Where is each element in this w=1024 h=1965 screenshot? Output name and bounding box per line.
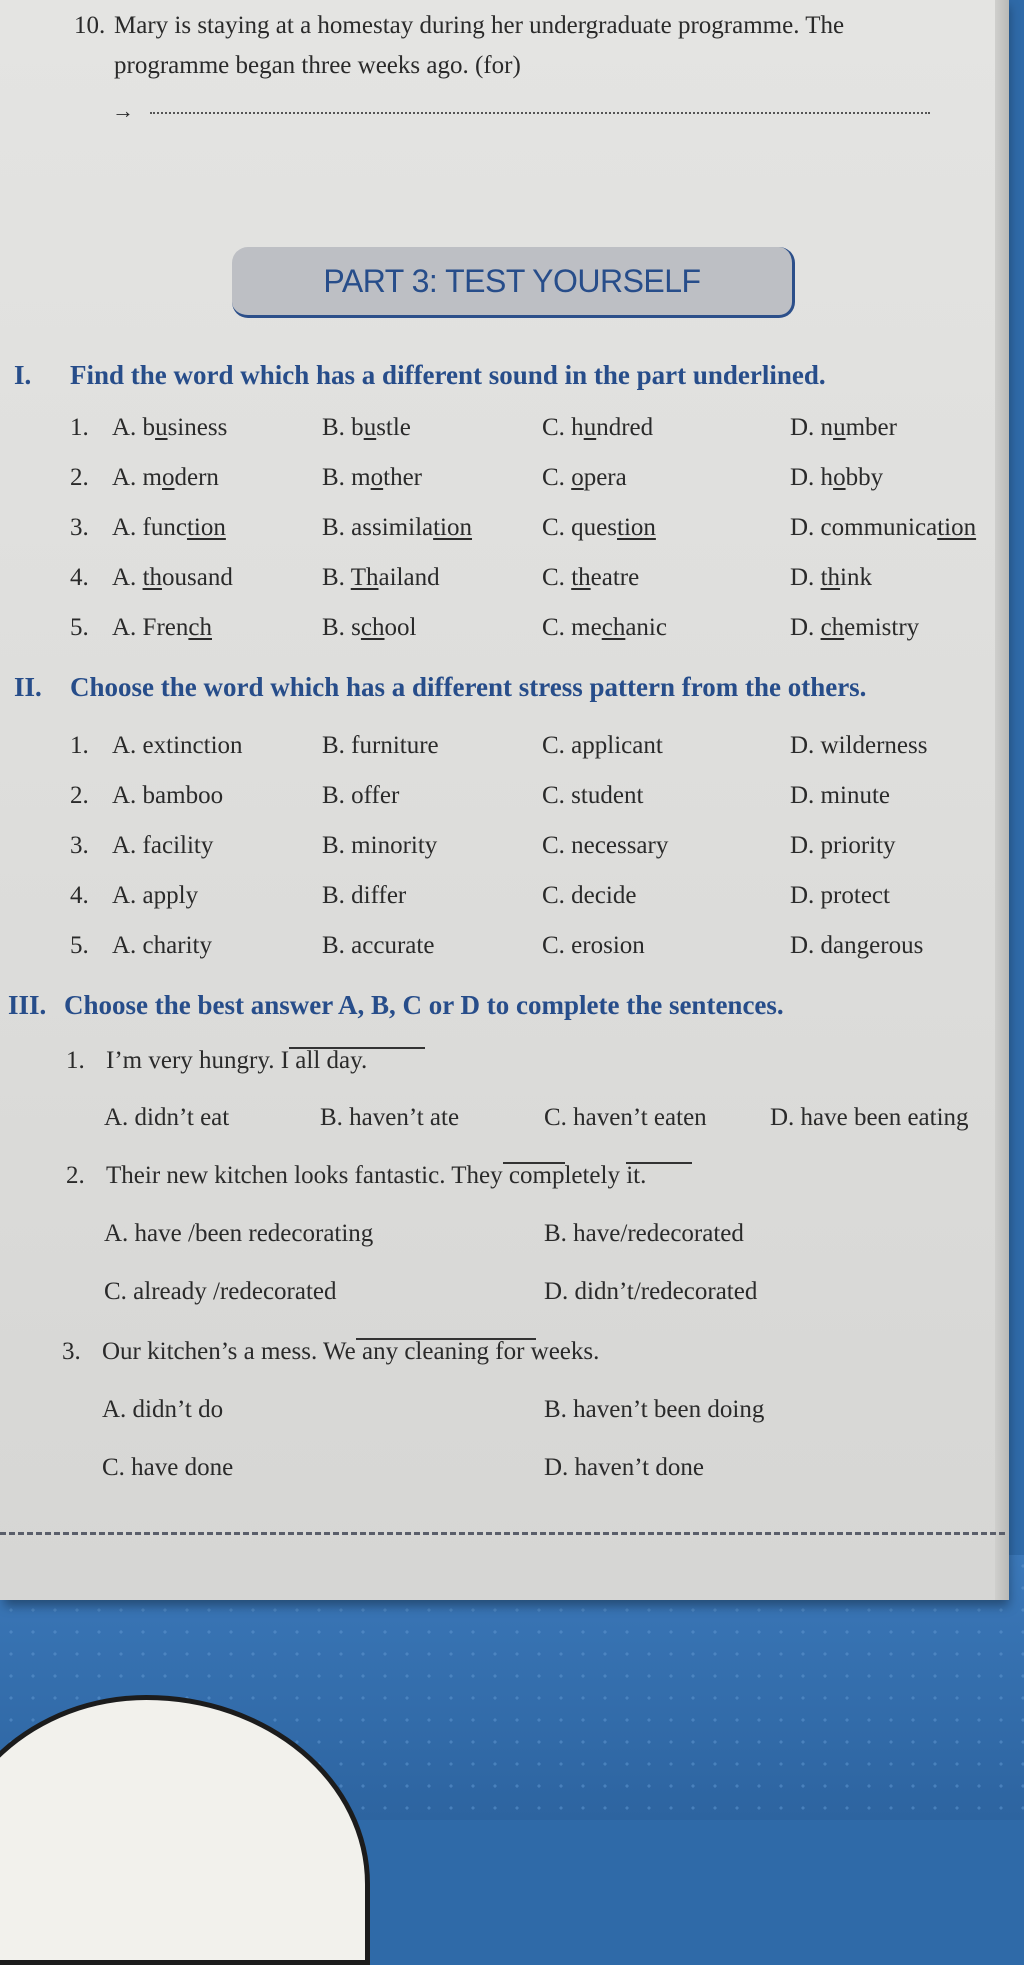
option-d[interactable]: D. haven’t done [544,1454,704,1481]
option-text: anic [625,614,667,641]
option-a[interactable] [112,414,227,442]
option-text: bby [845,464,884,491]
option-c[interactable]: C. erosion [542,932,645,959]
option-text: C. ques [542,514,617,541]
option-a[interactable]: A. extinction [112,732,243,759]
underlined-part: u [363,414,377,441]
option-text: ousand [162,564,233,591]
underlined-part: th [571,564,591,591]
option-d[interactable]: D. minute [790,782,890,809]
question-stem: I’m very hungry. I [106,1047,290,1074]
option-b[interactable] [322,514,472,542]
option-b[interactable]: B. haven’t ate [320,1104,460,1131]
option-a[interactable]: A. didn’t do [102,1396,224,1423]
question-stem-middle: completely [508,1162,620,1189]
underlined-part: th [820,564,841,591]
option-a[interactable] [112,614,212,642]
option-text: ink [840,564,872,591]
option-d[interactable]: D. wilderness [790,732,928,759]
underlined-part: u [833,414,846,441]
section-numeral: I. [14,360,32,390]
underlined-part: u [155,414,168,441]
option-b[interactable] [322,464,422,492]
option-d[interactable]: D. have been eating [770,1104,969,1131]
option-a[interactable]: A. apply [112,882,199,909]
option-text: B. b [322,414,364,441]
page-edge [995,0,1009,1600]
option-d[interactable]: D. priority [790,832,896,859]
question-number: 10. [74,12,106,39]
underlined-part: o [571,464,584,491]
option-a[interactable] [112,514,226,542]
option-d[interactable]: D. didn’t/redecorated [544,1278,758,1305]
option-text: eatre [590,564,640,591]
underlined-part: ch [820,614,845,641]
question-number: 3. [62,1338,81,1365]
option-text: A. b [112,414,156,441]
option-b[interactable] [322,414,411,442]
option-text: A. [112,564,143,591]
question-number: 5. [70,614,89,641]
question-stem-end: all day. [295,1047,368,1074]
option-a[interactable] [112,464,219,492]
option-a[interactable] [112,564,233,592]
option-text: stle [376,414,411,441]
option-c[interactable] [542,514,656,542]
page-divider [0,1532,1005,1535]
underlined-part: tion [186,514,226,541]
option-c[interactable]: C. necessary [542,832,669,859]
option-a[interactable]: A. have /been redecorating [104,1220,374,1247]
option-c[interactable]: C. already /redecorated [104,1278,337,1305]
option-text: B. [322,564,351,591]
underlined-part: ch [188,614,212,641]
option-b[interactable]: B. furniture [322,732,439,759]
option-c[interactable] [542,564,639,592]
option-text: C. h [542,414,584,441]
option-a[interactable]: A. didn’t eat [104,1104,230,1131]
option-text: C. [542,564,572,591]
option-text: emistry [844,614,920,641]
option-a[interactable]: A. charity [112,932,212,959]
question-number: 4. [70,564,89,591]
option-d[interactable]: D. protect [790,882,890,909]
option-d[interactable]: D. dangerous [790,932,924,959]
question-text-line-2: programme began three weeks ago. (for) [114,52,521,79]
underlined-part: tion [433,514,473,541]
option-text: D. n [790,414,834,441]
question-number: 1. [70,732,89,759]
option-b[interactable]: B. differ [322,882,407,909]
option-d[interactable] [790,514,976,542]
question-number: 5. [70,932,89,959]
question-stem-end: it. [626,1162,647,1189]
option-text: ool [384,614,417,641]
option-b[interactable]: B. accurate [322,932,435,959]
option-text: B. assimila [322,514,434,541]
option-text: siness [167,414,228,441]
answer-blank-2[interactable] [626,1162,692,1164]
option-text: C. [542,464,572,491]
option-text: A. m [112,464,162,491]
section-instruction: Choose the best answer A, B, C or D to complete the sentences. [64,990,784,1020]
question-stem-end: any cleaning for weeks. [361,1338,600,1365]
option-d[interactable] [790,564,872,592]
option-text: B. m [322,464,371,491]
underlined-part: ch [360,614,385,641]
answer-blank[interactable] [289,1047,425,1049]
option-text: pera [583,464,627,491]
option-d[interactable] [790,414,897,442]
option-text: ther [383,464,422,491]
option-text: mber [845,414,897,441]
option-c[interactable] [542,414,653,442]
option-c[interactable]: C. student [542,782,644,809]
option-c[interactable] [542,464,627,492]
option-c[interactable]: C. applicant [542,732,663,759]
underlined-part: tion [937,514,977,541]
question-number: 3. [70,514,89,541]
section-instruction: Find the word which has a different sound in the part underlined. [70,360,826,390]
option-a[interactable]: A. bamboo [112,782,224,809]
underlined-part: tion [617,514,656,541]
answer-line[interactable] [150,112,930,114]
question-number: 4. [70,882,89,909]
option-text: D. communica [790,514,938,541]
question-number: 1. [66,1047,85,1074]
option-text: D. [790,564,821,591]
option-b[interactable] [322,564,440,592]
part-banner [232,247,795,318]
option-a[interactable]: A. facility [112,832,214,859]
question-number: 3. [70,832,89,859]
option-text: D. h [790,464,834,491]
arrow-icon: → [112,98,134,123]
option-d[interactable] [790,614,919,642]
option-text: A. Fren [112,614,189,641]
underlined-part: o [833,464,846,491]
option-text: A. func [112,514,187,541]
question-number: 2. [70,782,89,809]
underlined-part: th [142,564,163,591]
option-text: D. [790,614,821,641]
option-text: ndred [596,414,654,441]
option-text: dern [174,464,219,491]
underlined-part: o [370,464,384,491]
option-c[interactable]: C. have done [102,1454,234,1481]
option-text: B. s [322,614,361,641]
section-instruction: Choose the word which has a different stress pattern from the others. [70,672,867,702]
underlined-part: o [162,464,175,491]
option-b[interactable]: B. minority [322,832,438,859]
underlined-part: u [583,414,597,441]
section-numeral: III. [8,990,47,1020]
answer-blank[interactable] [356,1338,536,1340]
answer-blank-1[interactable] [503,1162,565,1164]
option-b[interactable]: B. offer [322,782,400,809]
option-c[interactable] [542,614,667,642]
option-c[interactable]: C. haven’t eaten [544,1104,707,1131]
option-text: C. me [542,614,602,641]
question-text-line-1: Mary is staying at a homestay during her undergraduate programme. The [114,12,845,39]
option-b[interactable] [322,614,416,642]
section-numeral: II. [14,672,42,702]
question-stem: Their new kitchen looks fantastic. They [106,1162,503,1189]
option-text: ailand [378,564,440,591]
question-number: 2. [70,464,89,491]
question-number: 2. [66,1162,85,1189]
question-stem: Our kitchen’s a mess. We [102,1338,356,1365]
option-b[interactable]: B. haven’t been doing [544,1396,765,1423]
part-title: PART 3: TEST YOURSELF [323,262,701,299]
option-c[interactable]: C. decide [542,882,637,909]
question-number: 1. [70,414,89,441]
underlined-part: Th [350,564,379,591]
option-d[interactable] [790,464,883,492]
underlined-part: ch [601,614,626,641]
option-b[interactable]: B. have/redecorated [544,1220,744,1247]
